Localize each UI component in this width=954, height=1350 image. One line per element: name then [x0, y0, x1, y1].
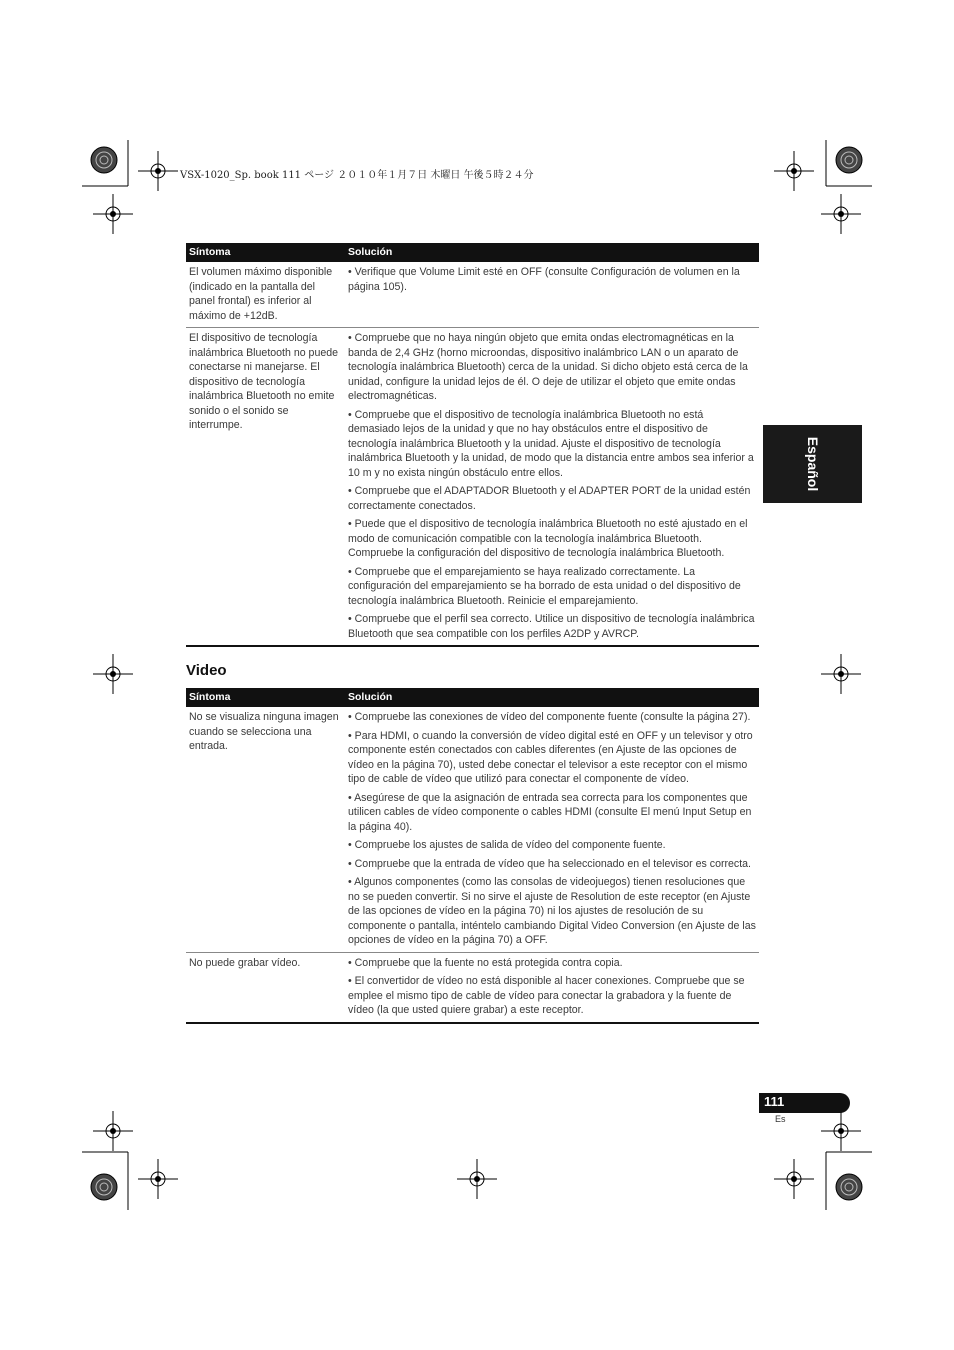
solution-item: • Puede que el dispositivo de tecnología inalámbrica Bluetooth no esté ajustado en el modo de comunicación compatible con la tecnología inalámbrica Bluetooth. Compruebe la configuración del dispositivo de tecnología inalámbrica Bluetooth. — [348, 518, 748, 559]
solution-item: • Compruebe que la entrada de vídeo que ha seleccionado en el televisor es correcta. — [348, 857, 751, 870]
solution-item: • Compruebe que el dispositivo de tecnología inalámbrica Bluetooth no está demasiado lejos de la unidad y que no hay obstáculos entre el dispositivo de tecnología inalámbrica Bluetooth y la unidad. Ajuste el dispositivo de tecnología inalámbrica Bluetooth y la unidad, de modo que la distancia entre ambos sea inferior a 10 m y no exista ningún obstáculo entre ellos. — [348, 408, 754, 479]
solution-item: • Para HDMI, o cuando la conversión de vídeo digital esté en OFF y un televisor y otro componente estén conectados con cables diferentes (en Ajuste de las opciones de vídeo en la página 70), usted debe conectar el televisor a este receptor con el mismo tipo de cable de vídeo que utilizó para conectar el componente de vídeo. — [348, 729, 753, 785]
solution-cell — [345, 328, 759, 647]
header-symptom: Síntoma — [186, 688, 345, 707]
language-side-tab-label: Español — [804, 436, 821, 492]
page-number: 111 — [764, 1094, 785, 1109]
header-solution: Solución — [345, 688, 759, 707]
solution-item: • Algunos componentes (como las consolas de videojuegos) tienen resoluciones que no se pueden convertir. Si no sirve el ajuste de Resolution de este receptor (en Ajuste de las opciones de vídeo en la página 70) ni los ajustes de resolución de su componente o pantalla, inténtelo cambiando Digital Video Conversion (en Ajuste de las opciones de vídeo en la página 70) a OFF. — [348, 876, 756, 946]
page-number-badge — [759, 1093, 850, 1113]
solution-item: • Compruebe que el emparejamiento se haya realizado correctamente. La configuración del emparejamiento se ha borrado de esta unidad o del dispositivo de tecnología inalámbrica Bluetooth. Reinicie el emparejamiento. — [348, 565, 741, 607]
header-symptom: Síntoma — [186, 243, 345, 262]
table-row — [186, 707, 759, 952]
header-solution: Solución — [345, 243, 759, 262]
table-row — [186, 328, 759, 647]
solution-item: • Compruebe que no haya ningún objeto que emita ondas electromagnéticas en la banda de 2,4 GHz (horno microondas, dispositivo inalámbrico LAN o un aparato de tecnología inalámbrica Bluetooth) cerca de la unidad. Si dicho objeto está cerca de la unidad, configure la unidad lejos de él. O deje de utilizar el objeto que emite ondas electromagnéticas. — [348, 332, 748, 402]
solution-item: • Compruebe que la fuente no está protegida contra copia. — [348, 956, 623, 969]
language-side-tab — [763, 425, 862, 503]
solution-cell — [345, 952, 759, 1023]
page-language-code: Es — [775, 1114, 786, 1124]
solution-item: • Asegúrese de que la asignación de entrada sea correcta para los componentes que utilicen cables de vídeo componente o cables HDMI (consulte El menú Input Setup en la página 40). — [348, 791, 752, 833]
table-header-row — [186, 243, 759, 262]
table-header-row — [186, 688, 759, 707]
troubleshooting-table-bluetooth — [186, 243, 759, 647]
symptom-cell: No se visualiza ninguna imagen cuando se selecciona una entrada. — [189, 711, 339, 752]
table-row — [186, 262, 759, 328]
solution-item: • El convertidor de vídeo no está disponible al hacer conexiones. Compruebe que se emplee el mismo tipo de cable de vídeo para conectar la grabadora y la fuente de vídeo (la que usted quiere grabar) a este receptor. — [348, 975, 745, 1016]
symptom-cell: El volumen máximo disponible (indicado en la pantalla del panel frontal) es inferior al máximo de +12dB. — [189, 266, 333, 322]
print-header-line: VSX-1020_Sp. book 111 ページ ２０１０年１月７日 木曜日 午後５時２４分 — [180, 170, 534, 181]
solution-cell — [345, 707, 759, 952]
solution-item: • Compruebe las conexiones de vídeo del componente fuente (consulte la página 27). — [348, 711, 751, 723]
troubleshooting-table-video — [186, 688, 759, 1024]
section-title-video: Video — [186, 662, 227, 679]
solution-item: • Compruebe los ajustes de salida de vídeo del componente fuente. — [348, 839, 666, 851]
solution-cell — [345, 262, 759, 328]
symptom-cell: No puede grabar vídeo. — [186, 952, 345, 1023]
solution-item: • Compruebe que el perfil sea correcto. Utilice un dispositivo de tecnología inalámbrica Bluetooth que sea compatible con los perfiles A2DP y AVRCP. — [348, 613, 755, 640]
symptom-cell: El dispositivo de tecnología inalámbrica Bluetooth no puede conectarse ni manejarse. El dispositivo de tecnología inalámbrica Bluetooth no emite sonido o el sonido se interrumpe. — [186, 328, 345, 647]
solution-item: • Compruebe que el ADAPTADOR Bluetooth y el ADAPTER PORT de la unidad estén correctamente conectados. — [348, 485, 751, 512]
solution-item: • Verifique que Volume Limit esté en OFF (consulte Configuración de volumen en la página 105). — [348, 266, 740, 293]
table-row — [186, 952, 759, 1023]
